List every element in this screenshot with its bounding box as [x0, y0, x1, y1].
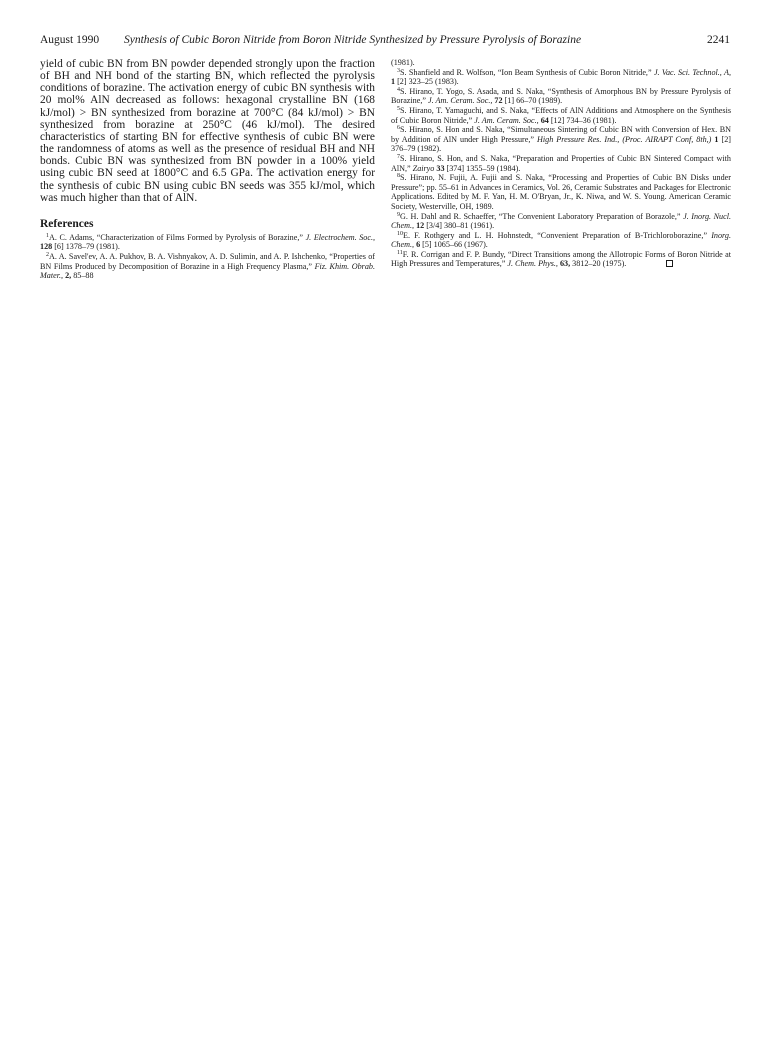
reference-2-continuation: (1981). [391, 58, 415, 67]
issue-date: August 1990 [40, 34, 100, 46]
left-column [40, 58, 375, 281]
reference-6: $^6$S. Hirano, S. Hon and S. Naka, “Simultaneous Sintering of Cubic BN with Conversion of Hex. BN by Addition of AlN under High Pressure,” High Pressure Res. Ind., (Proc. AIRAPT Conf, 8th,) 1 [2] 376–79 (1982). [391, 125, 731, 154]
reference-4: $^4$S. Hirano, T. Yogo, S. Asada, and S. Naka, “Synthesis of Amorphous BN by Pressure Pyrolysis of Borazine,” J. Am. Ceram. Soc., 72 [1] 66–70 (1989). [391, 86, 731, 106]
body-paragraph: yield of cubic BN from BN powder depended strongly upon the fraction of BH and NH bond of the starting BN, which reflected the pyrolysis conditions of borazine. The activation energy of cubic BN synthesis with 20 mol% AlN decreased as follows: hexagonal crystalline BN (168 kJ/mol) > BN synthesized from borazine at 700°C (84 kJ/mol) > BN synthesized from borazine at 250°C (46 kJ/mol). The desired characteristics of starting BN for effective synthesis of cubic BN were the randomness of atoms as well as the presence of residual BH and NH bonds. Cubic BN was synthesized from BN powder in a 100% yield using cubic BN seed at 1800°C and 6.5 GPa. The activation energy for the synthesis of cubic BN using cubic BN seeds was 355 kJ/mol, which was much higher than that of AlN. [40, 58, 375, 204]
reference-number: 10 [397, 230, 403, 237]
reference-number: 1 [46, 232, 49, 239]
reference-7: $^7$S. Hirano, S. Hon, and S. Naka, “Preparation and Properties of Cubic BN Sintered Compact with AlN,” Zairyo 33 [374] 1355–59 (1984). [391, 153, 731, 173]
reference-number: 7 [397, 153, 400, 160]
reference-number: 9 [397, 211, 400, 218]
reference-10: $^{10}$E. F. Rothgery and L. H. Hohnstedt, “Convenient Preparation of B-Trichloroborazine,” Inorg. Chem., 6 [5] 1065–66 (1967). [391, 230, 732, 250]
reference-number: 5 [397, 105, 400, 112]
end-of-article-mark [666, 260, 673, 267]
reference-2: $^2$A. A. Savel'ev, A. A. Pukhov, B. A. Vishnyakov, A. D. Sulimin, and A. P. Ishchenko, “Properties of BN Films Produced by Decomposition of Borazine in a High Frequency Plasma,” Fiz. Khim. Obrab. Mater., 2, 85–88 [40, 252, 376, 281]
references-heading: References [40, 217, 94, 230]
reference-3: $^3$S. Shanfield and R. Wolfson, “Ion Beam Synthesis of Cubic Boron Nitride,” J. Vac. Sci. Technol., A, 1 [2] 323–25 (1983). [391, 67, 732, 87]
reference-number: 3 [397, 67, 400, 74]
reference-1: $^1$A. C. Adams, “Characterization of Films Formed by Pyrolysis of Borazine,” J. Electrochem. Soc., 128 [6] 1378–79 (1981). [40, 232, 376, 252]
reference-9: $^9$G. H. Dahl and R. Schaeffer, “The Convenient Laboratory Preparation of Borazole,” J. Inorg. Nucl. Chem., 12 [3/4] 380–81 (1961). [391, 211, 731, 231]
right-column [391, 58, 731, 269]
reference-5: $^5$S. Hirano, T. Yamaguchi, and S. Naka, “Effects of AlN Additions and Atmosphere on the Synthesis of Cubic Boron Nitride,” J. Am. Ceram. Soc., 64 [12] 734–36 (1981). [391, 105, 731, 125]
reference-number: 8 [397, 173, 400, 180]
running-title: Synthesis of Cubic Boron Nitride from Boron Nitride Synthesized by Pressure Pyrolysis of Borazine [124, 34, 582, 46]
reference-number: 11 [397, 249, 403, 256]
page-number: 2241 [707, 34, 730, 46]
reference-8: $^8$S. Hirano, N. Fujii, A. Fujii and S. Naka, “Processing and Properties of Cubic BN Disks under Pressure”; pp. 55–61 in Advances in Ceramics, Vol. 26, Ceramic Substrates and Packages for Electronic Applications. Edited by M. F. Yan, H. M. O'Bryan, Jr., K. Niwa, and W. S. Young. American Ceramic Society, Westerville, OH, 1989. [391, 173, 731, 211]
reference-number: 4 [397, 86, 400, 93]
reference-11: $^{11}$F. R. Corrigan and F. P. Bundy, “Direct Transitions among the Allotropic Forms of Boron Nitride at High Pressures and Temperatures,” J. Chem. Phys., 63, 3812–20 (1975). [391, 249, 731, 269]
reference-number: 2 [46, 252, 49, 259]
reference-number: 6 [397, 125, 400, 132]
